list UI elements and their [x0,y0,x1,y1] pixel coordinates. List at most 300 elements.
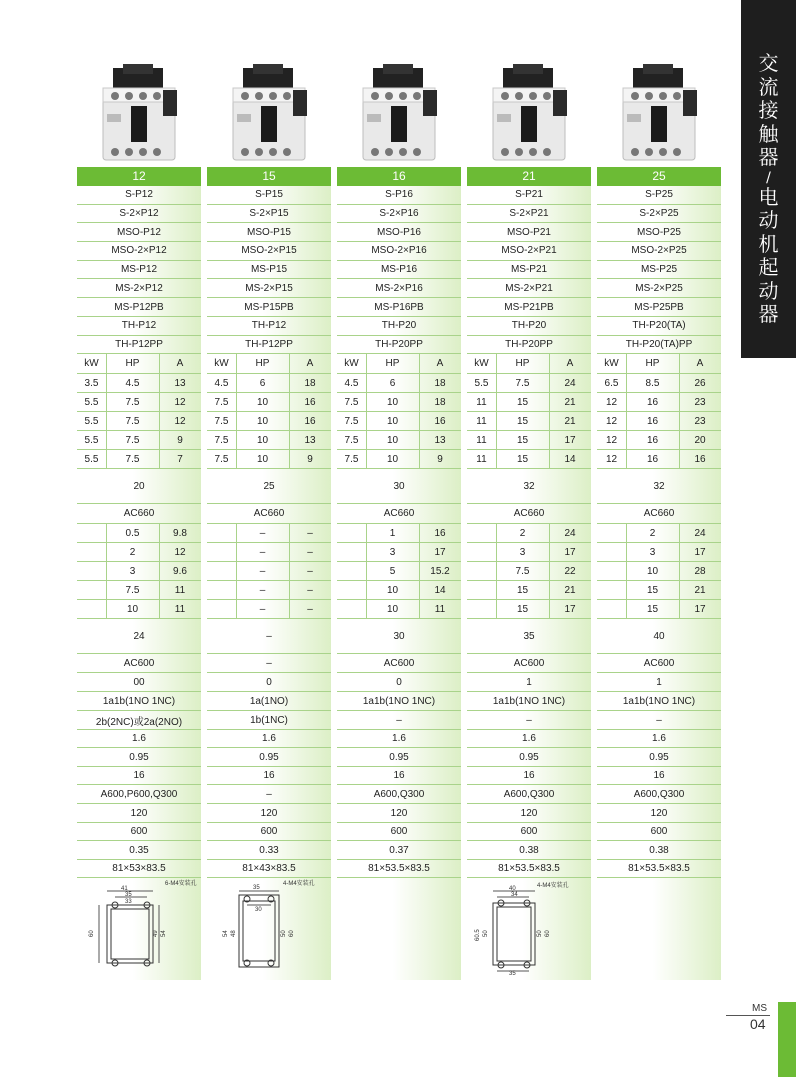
cell-divider [549,393,550,411]
spec-row [467,822,591,841]
table-cell: 16 [646,453,659,465]
cell-divider [106,600,107,618]
table-cell: MS-P21 [510,264,548,276]
cell-divider [289,431,290,449]
cell-divider [366,543,367,561]
table-cell: TH-P12PP [115,338,163,350]
table-cell: 1.6 [652,732,666,744]
spec-row [207,785,331,804]
rating-header: 25 [597,167,721,186]
table-cell: MSO-P16 [377,226,421,238]
spec-row [337,336,461,355]
spec-row [77,804,201,823]
table-cell: 10 [386,415,399,427]
table-cell: A600,Q300 [633,788,685,800]
cell-divider [236,600,237,618]
table-cell: 1.6 [522,732,536,744]
table-cell: 12 [174,415,186,427]
table-cell: 7 [177,453,183,465]
contactor-photo [97,60,181,164]
spec-row [467,336,591,355]
table-cell: 13 [174,377,186,389]
dimension-label: 54 [161,930,167,937]
spec-row [337,673,461,692]
table-cell: A [566,358,574,369]
table-cell: 32 [523,480,535,492]
cell-divider [366,412,367,430]
table-cell: 120 [130,807,148,819]
dimension-label: 30 [255,907,262,913]
table-cell: 1.6 [132,732,146,744]
cell-divider [549,562,550,580]
spec-row [597,859,721,878]
cell-divider [679,450,680,468]
cell-divider [159,354,160,373]
contactor-photo [357,60,441,164]
spec-row [467,654,591,673]
spec-row [467,354,591,374]
table-cell: 28 [694,565,706,577]
table-cell: 16 [646,396,659,408]
spec-row [337,469,461,504]
table-cell: 16 [304,396,316,408]
table-cell: 1a1b(1NO 1NC) [492,695,566,707]
table-cell: – [307,603,313,615]
table-cell: 18 [304,377,316,389]
spec-row [207,223,331,242]
spec-row [207,450,331,469]
table-cell: TH-P20(TA)PP [625,338,693,350]
table-cell: S-P12 [125,189,153,201]
dimension-label: 50 [537,930,543,937]
table-cell [77,524,106,542]
table-cell: 7.5 [214,434,229,446]
cell-divider [549,450,550,468]
table-cell: 17 [694,546,706,558]
spec-row [467,619,591,654]
cell-divider [549,412,550,430]
table-cell: 7.5 [125,584,140,596]
table-cell: 7.5 [515,377,530,389]
table-cell: A [176,358,184,369]
spec-row [467,748,591,767]
dimension-diagram [77,875,201,975]
table-cell: 81×53.5×83.5 [368,862,430,874]
table-cell: 21 [564,396,576,408]
cell-divider [419,543,420,561]
spec-row [77,223,201,242]
cell-divider [289,412,290,430]
spec-row [77,298,201,317]
spec-row [467,766,591,785]
table-cell: S-2×P21 [509,208,549,220]
table-cell: 7.5 [214,415,229,427]
cell-divider [289,450,290,468]
spec-row [467,186,591,205]
table-cell [597,600,626,618]
dimension-diagram [207,875,331,975]
table-cell: TH-P20 [381,320,417,332]
spec-row [77,504,201,524]
spec-row [207,562,331,581]
spec-row [337,543,461,562]
table-cell: 2 [129,546,136,558]
spec-row [77,354,201,374]
cell-divider [419,450,420,468]
spec-row [337,600,461,619]
table-cell: 32 [653,480,665,492]
table-cell: S-2×P15 [249,208,289,220]
table-cell: MSO-2×P15 [241,245,297,257]
table-cell: 3 [129,565,136,577]
cell-divider [626,431,627,449]
cell-divider [496,374,497,392]
spec-row [207,748,331,767]
table-cell: MS-P15 [250,264,288,276]
dimension-label: 40 [509,886,516,892]
table-cell: 0.95 [129,751,149,763]
spec-row [597,562,721,581]
spec-row [337,841,461,860]
cell-divider [289,581,290,599]
model-column-15 [207,0,331,980]
cell-divider [679,543,680,561]
table-cell: 0.37 [389,844,409,856]
table-cell: AC660 [513,508,545,519]
spec-row [77,785,201,804]
table-cell: 30 [393,480,405,492]
table-cell: 12 [174,546,186,558]
dimension-label: 54 [223,930,229,937]
table-cell: 0.95 [519,751,539,763]
table-cell: 7.5 [344,434,359,446]
table-cell: 20 [133,480,145,492]
spec-row [77,600,201,619]
table-cell: 2 [649,527,656,539]
table-cell: HP [385,358,400,369]
cell-divider [236,374,237,392]
spec-row [207,729,331,748]
table-cell: S-P15 [255,189,283,201]
table-cell: 9 [177,434,183,446]
spec-row [597,205,721,224]
dimension-label: 4-M4安装孔 [537,883,569,889]
table-cell: 120 [260,807,278,819]
spec-row [597,298,721,317]
spec-row [207,673,331,692]
spec-row [207,692,331,711]
spec-row [77,393,201,412]
spec-row [337,524,461,543]
table-cell: 16 [434,415,446,427]
spec-row [597,186,721,205]
spec-row [77,450,201,469]
cell-divider [679,354,680,373]
cell-divider [496,412,497,430]
spec-row [467,841,591,860]
spec-row [77,748,201,767]
spec-row [337,729,461,748]
table-cell: 15 [646,584,659,596]
spec-row [597,543,721,562]
spec-row [597,841,721,860]
spec-row [77,654,201,673]
table-cell: 1a1b(1NO 1NC) [102,695,176,707]
spec-row [207,393,331,412]
table-cell: S-2×P25 [639,208,679,220]
cell-divider [419,600,420,618]
table-cell: 0.95 [259,751,279,763]
table-cell: 7.5 [515,565,530,577]
table-cell: 8.5 [645,377,660,389]
spec-row [207,336,331,355]
cell-divider [159,543,160,561]
table-cell: 11 [174,584,186,596]
table-cell: 0.5 [125,527,140,539]
spec-row [207,581,331,600]
spec-row [337,581,461,600]
table-cell: 1.6 [392,732,406,744]
table-cell: 15 [516,415,529,427]
spec-row [467,673,591,692]
table-cell: 7.5 [214,453,229,465]
spec-row [467,504,591,524]
dimension-label: 50 [483,930,489,937]
cell-divider [159,524,160,542]
rating-header: 16 [337,167,461,186]
side-title-char: 流 [758,74,779,99]
cell-divider [106,450,107,468]
table-cell: 24 [694,527,706,539]
table-cell: 0.38 [519,844,539,856]
cell-divider [366,562,367,580]
table-cell: 3.5 [84,377,99,389]
cell-divider [496,393,497,411]
spec-row [597,619,721,654]
cell-divider [236,412,237,430]
table-cell: 600 [130,825,148,837]
table-cell: 9.8 [173,527,187,539]
table-cell: MS-P25PB [634,301,684,313]
table-cell: MSO-2×P12 [111,245,167,257]
table-cell: 22 [564,565,576,577]
spec-row [597,431,721,450]
spec-row [467,785,591,804]
side-title-char: 交 [758,51,779,75]
table-cell: 25 [263,480,275,492]
spec-row [597,374,721,393]
spec-row [337,859,461,878]
spec-row [467,450,591,469]
spec-row [337,711,461,730]
cell-divider [549,431,550,449]
spec-row [337,562,461,581]
spec-row [337,504,461,524]
contactor-photo [617,60,701,164]
spec-row [77,562,201,581]
spec-row [207,619,331,654]
spec-row [337,804,461,823]
spec-row [337,785,461,804]
table-cell: MSO-P15 [247,226,291,238]
spec-row [467,469,591,504]
table-cell: HP [515,358,530,369]
table-cell: 11 [434,603,446,615]
cell-divider [626,354,627,373]
table-cell: 13 [434,434,446,446]
cell-divider [626,393,627,411]
table-cell [77,543,106,561]
cell-divider [159,431,160,449]
spec-row [467,261,591,280]
table-cell: 1a(1NO) [249,695,289,707]
spec-row [207,261,331,280]
table-cell: 16 [133,769,145,781]
table-cell: 81×53.5×83.5 [498,862,560,874]
table-cell [207,581,236,599]
spec-row [207,711,331,730]
spec-row [77,673,201,692]
table-cell: A600,P600,Q300 [100,788,178,800]
table-cell: 9 [437,453,443,465]
cell-divider [419,562,420,580]
table-cell: HP [645,358,660,369]
spec-row [597,393,721,412]
table-cell: 12 [605,396,618,408]
table-cell: 15 [516,434,529,446]
table-cell: 600 [650,825,668,837]
table-cell: MSO-2×P25 [631,245,687,257]
table-cell: – [266,788,272,800]
table-cell [597,562,626,580]
table-cell: MS-2×P12 [115,282,163,294]
dimension-label: 41 [121,886,128,892]
table-cell: AC660 [253,508,285,519]
table-cell: 4.5 [344,377,359,389]
spec-row [207,280,331,299]
spec-row [337,186,461,205]
model-column-25 [597,0,721,980]
spec-row [337,223,461,242]
rating-header: 12 [77,167,201,186]
cell-divider [626,524,627,542]
spec-row [77,729,201,748]
dimension-label: 34 [511,892,518,898]
table-cell: 600 [520,825,538,837]
spec-row [77,431,201,450]
cell-divider [419,581,420,599]
spec-row [597,280,721,299]
spec-row [597,673,721,692]
table-cell: A600,Q300 [373,788,425,800]
cell-divider [496,581,497,599]
spec-row [207,242,331,261]
spec-row [337,431,461,450]
table-cell: MS-P21PB [504,301,554,313]
table-cell: A [436,358,444,369]
spec-row [337,619,461,654]
table-cell: 16 [653,769,665,781]
cell-divider [419,374,420,392]
table-cell: S-P16 [385,189,413,201]
table-cell: 9 [307,453,313,465]
cell-divider [289,543,290,561]
spec-row [77,186,201,205]
cell-divider [236,524,237,542]
spec-row [597,692,721,711]
table-cell: 15 [516,603,529,615]
table-cell: 1 [526,676,532,688]
table-cell: 12 [605,434,618,446]
spec-row [597,804,721,823]
table-cell: HP [255,358,270,369]
spec-row [337,450,461,469]
table-cell: 10 [386,434,399,446]
spec-row [207,504,331,524]
spec-row [337,354,461,374]
table-cell: 5.5 [84,415,99,427]
table-cell: AC660 [643,508,675,519]
cell-divider [289,354,290,373]
spec-row [337,205,461,224]
spec-row [207,469,331,504]
table-cell: 5.5 [84,396,99,408]
spec-row [337,692,461,711]
table-cell [467,562,496,580]
table-cell: TH-P12PP [245,338,293,350]
spec-row [207,354,331,374]
spec-row [337,748,461,767]
table-cell: 20 [694,434,706,446]
spec-row [467,543,591,562]
spec-row [207,205,331,224]
spec-row [77,581,201,600]
table-cell: 16 [393,769,405,781]
cell-divider [236,562,237,580]
table-cell: MS-2×P15 [245,282,293,294]
table-cell: 23 [694,396,706,408]
table-cell [207,600,236,618]
table-cell: TH-P12 [251,320,287,332]
spec-row [77,543,201,562]
spec-row [77,242,201,261]
spec-row [77,524,201,543]
cell-divider [626,412,627,430]
spec-row [597,711,721,730]
cell-divider [419,354,420,373]
dimension-label: 35 [125,892,132,898]
table-cell: 120 [650,807,668,819]
spec-row [337,242,461,261]
spec-row [337,654,461,673]
side-title-char: 器 [758,145,779,169]
cell-divider [496,431,497,449]
table-cell: MS-P25 [640,264,678,276]
spec-row [337,280,461,299]
spec-row [77,469,201,504]
table-cell: S-P21 [515,189,543,201]
spec-row [467,692,591,711]
table-cell: 1a1b(1NO 1NC) [362,695,436,707]
dimension-label: 49 [153,930,159,937]
table-cell: 3 [389,546,396,558]
table-cell: 10 [386,396,399,408]
table-cell: 15.2 [430,565,450,577]
table-cell [207,562,236,580]
cell-divider [679,431,680,449]
cell-divider [679,374,680,392]
table-cell: 11 [174,603,186,615]
